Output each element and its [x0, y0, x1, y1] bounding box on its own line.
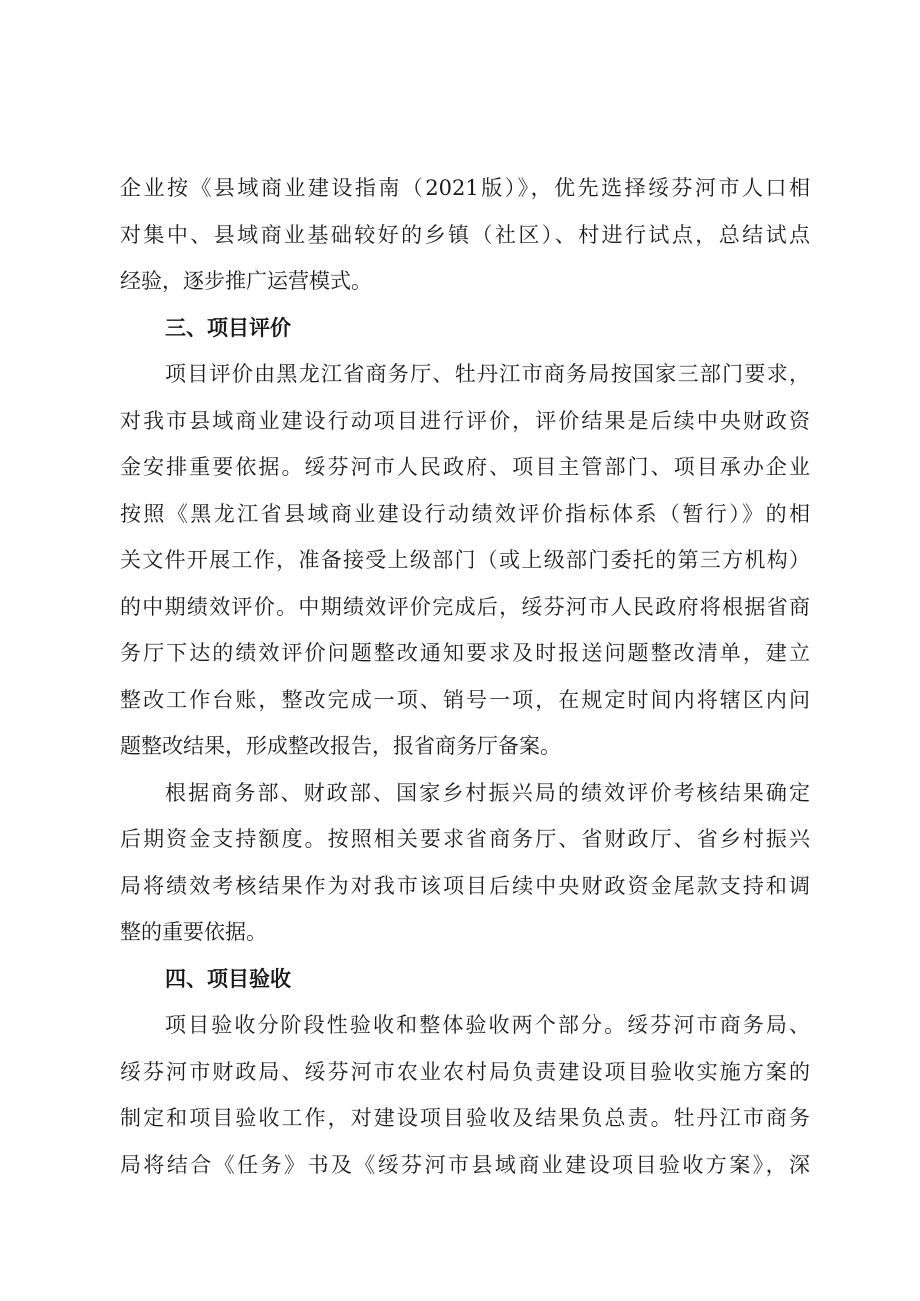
text-line: 局将绩效考核结果作为对我市该项目后续中央财政资金尾款支持和调 [120, 873, 810, 898]
text-line: 根据商务部、财政部、国家乡村振兴局的绩效评价考核结果确定 [165, 780, 810, 805]
text-line: 局将结合《任务》书及《绥芬河市县域商业建设项目验收方案》，深 [120, 1152, 810, 1177]
text-line: 的中期绩效评价。中期绩效评价完成后，绥芬河市人民政府将根据省商 [120, 594, 810, 619]
text-line: 整的重要依据。 [120, 920, 267, 944]
text-line: 务厅下达的绩效评价问题整改通知要求及时报送问题整改清单，建立 [120, 641, 810, 665]
section-heading-project-evaluation: 三、项目评价 [165, 315, 291, 340]
text-line: 企业按《县域商业建设指南（2021版）》，优先选择绥芬河市人口相 [120, 176, 810, 200]
text-line: 项目评价由黑龙江省商务厅、牡丹江市商务局按国家三部门要求， [165, 362, 810, 386]
text-line: 关文件开展工作，准备接受上级部门（或上级部门委托的第三方机构） [120, 548, 810, 572]
text-line: 整改工作台账，整改完成一项、销号一项，在规定时间内将辖区内问 [120, 687, 810, 712]
paragraph-performance-results [120, 770, 810, 956]
section-heading-project-acceptance: 四、项目验收 [165, 966, 291, 991]
text-line: 对我市县域商业建设行动项目进行评价，评价结果是后续中央财政资 [120, 408, 810, 433]
text-line: 经验，逐步推广运营模式。 [120, 269, 372, 293]
paragraph-continuation [120, 165, 810, 305]
text-line: 项目验收分阶段性验收和整体验收两个部分。绥芬河市商务局、 [165, 1013, 810, 1037]
document-body [120, 165, 810, 1188]
text-line: 制定和项目验收工作，对建设项目验收及结果负总责。牡丹江市商务 [120, 1106, 810, 1130]
paragraph-acceptance [120, 1002, 810, 1188]
text-line: 按照《黑龙江省县域商业建设行动绩效评价指标体系（暂行）》的相 [120, 501, 810, 526]
text-line: 金安排重要依据。绥芬河市人民政府、项目主管部门、项目承办企业 [120, 455, 810, 479]
text-line: 对集中、县域商业基础较好的乡镇（社区）、村进行试点，总结试点 [120, 222, 810, 247]
text-line: 后期资金支持额度。按照相关要求省商务厅、省财政厅、省乡村振兴 [120, 827, 810, 851]
paragraph-evaluation [120, 351, 810, 770]
text-line: 绥芬河市财政局、绥芬河市农业农村局负责建设项目验收实施方案的 [120, 1059, 810, 1084]
text-line: 题整改结果，形成整改报告，报省商务厅备案。 [120, 734, 561, 758]
